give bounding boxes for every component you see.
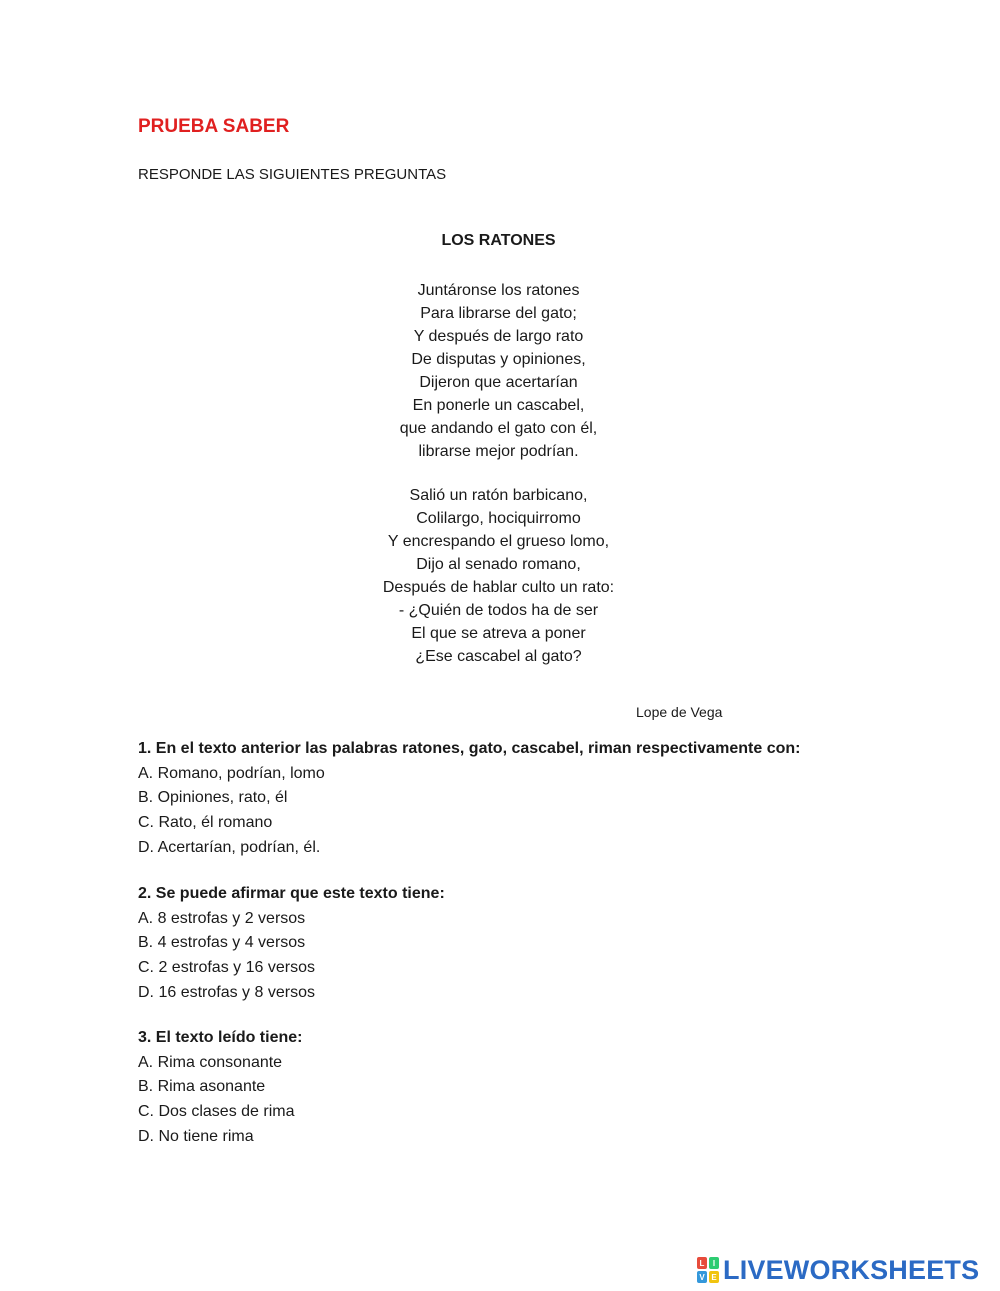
logo-block: L <box>697 1257 707 1269</box>
verse: Después de hablar culto un rato: <box>382 579 615 596</box>
answer-option: C. Rato, él romano <box>138 814 273 832</box>
verse: El que se atreva a poner <box>411 625 586 642</box>
liveworksheets-logo <box>697 1255 979 1285</box>
verse: Dijeron que acertarían <box>419 374 578 391</box>
answer-option: C. 2 estrofas y 16 versos <box>138 959 315 977</box>
verse: Y después de largo rato <box>413 328 584 345</box>
question-2 <box>138 882 445 1006</box>
logo-block: V <box>697 1271 707 1283</box>
verse: De disputas y opiniones, <box>411 351 586 368</box>
answer-option: C. Dos clases de rima <box>138 1103 295 1121</box>
question-3 <box>138 1026 302 1150</box>
verse: Colilargo, hociquirromo <box>416 510 581 527</box>
answer-option: D. No tiene rima <box>138 1127 254 1145</box>
logo-block: I <box>709 1257 719 1269</box>
verse: En ponerle un cascabel, <box>412 397 585 414</box>
question-text: 3. El texto leído tiene: <box>138 1029 303 1046</box>
verse: Salió un ratón barbicano, <box>409 487 588 504</box>
verse: ¿Ese cascabel al gato? <box>415 648 582 665</box>
answer-option: A. Rima consonante <box>138 1053 283 1071</box>
answer-option: D. 16 estrofas y 8 versos <box>138 983 315 1001</box>
verse: librarse mejor podrían. <box>418 443 579 460</box>
answer-option: B. Opiniones, rato, él <box>138 789 288 807</box>
logo-block: E <box>709 1271 719 1283</box>
instructions-text: RESPONDE LAS SIGUIENTES PREGUNTAS <box>138 166 447 183</box>
verse: Para librarse del gato; <box>420 305 577 322</box>
poem-stanza-1 <box>0 279 997 463</box>
poem-title: LOS RATONES <box>441 232 556 249</box>
page-title: PRUEBA SABER <box>138 116 290 137</box>
verse: Dijo al senado romano, <box>416 556 581 573</box>
question-text: 2. Se puede afirmar que este texto tiene: <box>138 885 445 902</box>
answer-option: B. Rima asonante <box>138 1078 266 1096</box>
poem-author: Lope de Vega <box>636 704 723 720</box>
logo-blocks-icon <box>697 1257 719 1283</box>
question-1 <box>138 737 800 861</box>
answer-option: A. 8 estrofas y 2 versos <box>138 909 306 927</box>
poem-stanza-2 <box>0 484 997 668</box>
answer-option: B. 4 estrofas y 4 versos <box>138 934 306 952</box>
verse: Y encrespando el grueso lomo, <box>387 533 610 550</box>
logo-text: LIVEWORKSHEETS <box>723 1254 980 1285</box>
question-text: 1. En el texto anterior las palabras ratones, gato, cascabel, riman respectivamente con: <box>138 740 801 757</box>
answer-option: A. Romano, podrían, lomo <box>138 764 325 782</box>
verse: - ¿Quién de todos ha de ser <box>398 602 599 619</box>
verse: Juntáronse los ratones <box>417 282 580 299</box>
verse: que andando el gato con él, <box>399 420 598 437</box>
answer-option: D. Acertarían, podrían, él. <box>138 838 321 856</box>
